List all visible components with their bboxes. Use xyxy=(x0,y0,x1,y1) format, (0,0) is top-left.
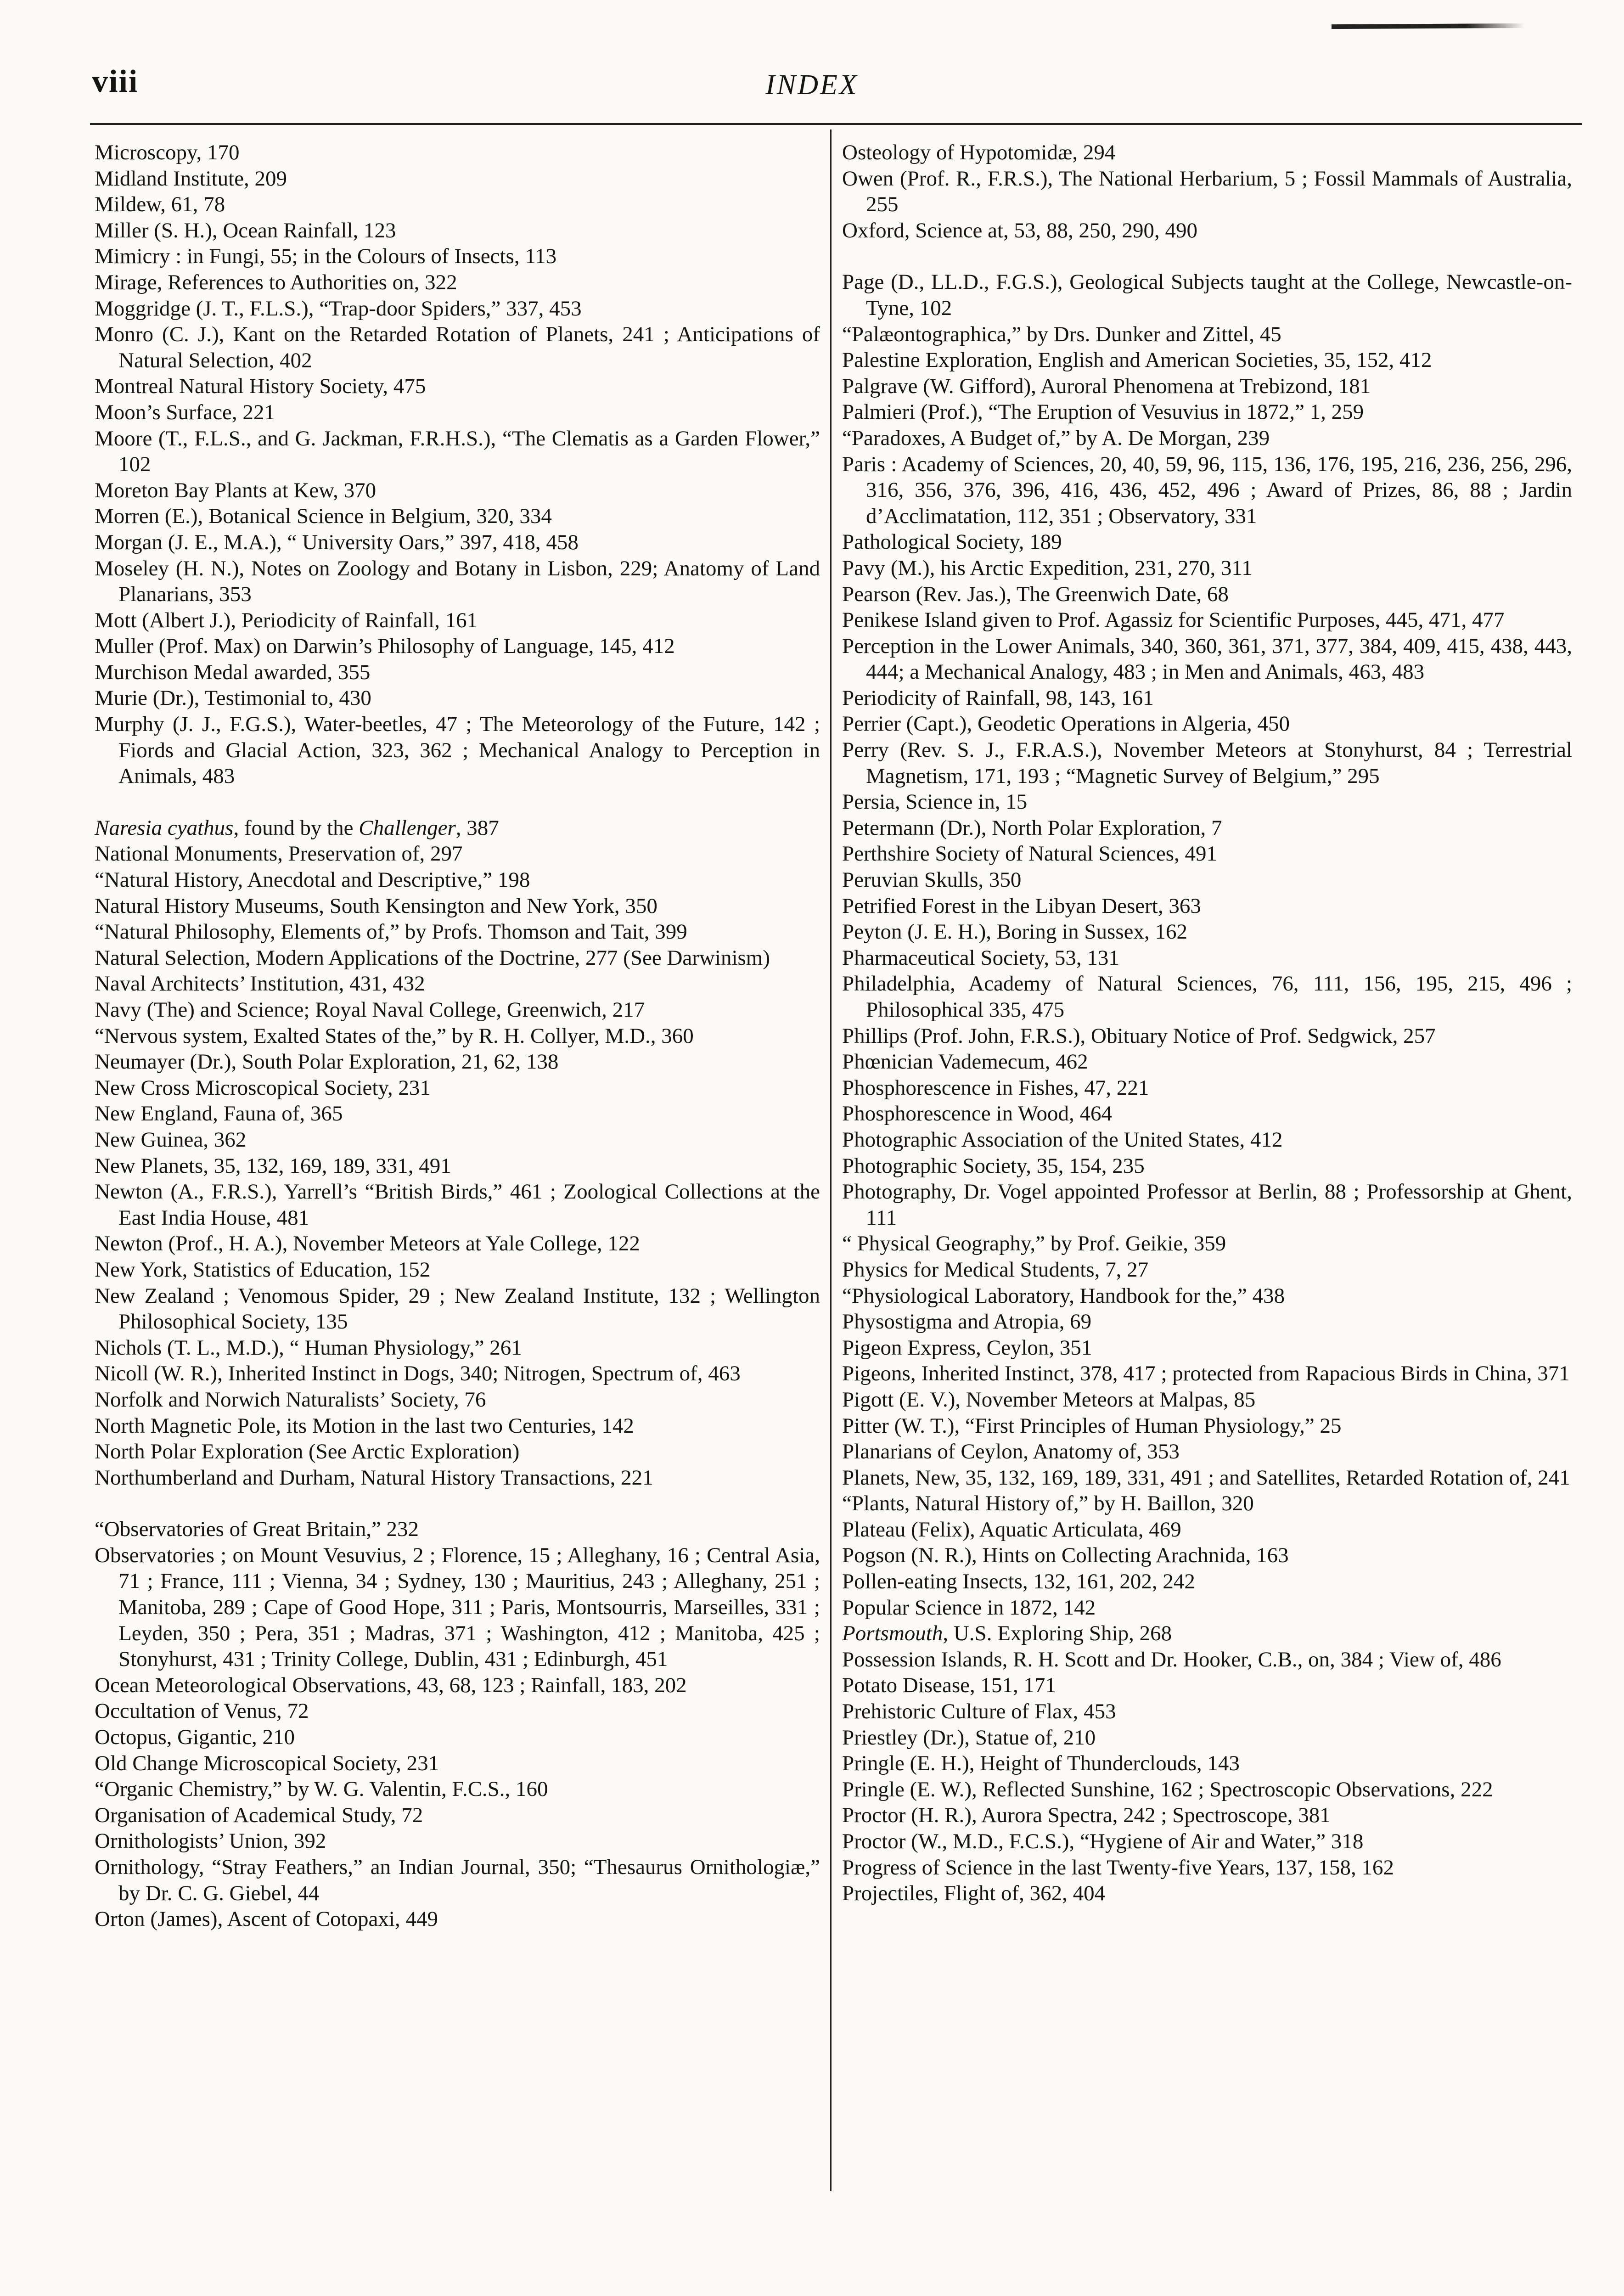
index-entry xyxy=(842,737,1572,789)
index-entry xyxy=(842,1153,1572,1179)
entry-text: Murie (Dr.), Testimonial to, 430 xyxy=(95,686,371,710)
entry-text: Perry (Rev. S. J., F.R.A.S.), November Meteors at Stonyhurst, 84 ; Terrestrial Magnetism, 171, 193 ; “Magnetic Survey of Belgium,” 295 xyxy=(842,738,1572,788)
index-entry xyxy=(842,321,1572,348)
entry-text: Phosphorescence in Fishes, 47, 221 xyxy=(842,1075,1149,1100)
index-column-left xyxy=(95,140,820,1932)
index-column-right xyxy=(842,140,1572,1907)
entry-text: Murphy (J. J., F.G.S.), Water-beetles, 47 ; The Meteorology of the Future, 142 ; Fiords and Glacial Action, 323, 362 ; Mechanical Analogy to Perception in Animals, 483 xyxy=(95,712,820,788)
entry-text: Microscopy, 170 xyxy=(95,141,240,164)
index-entry xyxy=(95,633,820,659)
index-entry xyxy=(95,1516,820,1542)
index-entry xyxy=(842,1075,1572,1101)
entry-text: New Guinea, 362 xyxy=(95,1127,247,1152)
index-entry xyxy=(842,166,1572,218)
index-entry xyxy=(842,1829,1572,1855)
section-gap xyxy=(95,789,820,815)
entry-text: Osteology of Hypotomidæ, 294 xyxy=(842,141,1116,164)
index-entry xyxy=(95,529,820,556)
index-entry xyxy=(95,556,820,608)
entry-text: Octopus, Gigantic, 210 xyxy=(95,1725,295,1750)
entry-text: “Plants, Natural History of,” by H. Baillon, 320 xyxy=(842,1491,1254,1516)
index-entry xyxy=(842,1127,1572,1153)
entry-text: “Natural History, Anecdotal and Descriptive,” 198 xyxy=(95,868,530,892)
entry-text: “Physiological Laboratory, Handbook for the,” 438 xyxy=(842,1283,1285,1308)
entry-text: Navy (The) and Science; Royal Naval College, Greenwich, 217 xyxy=(95,998,645,1022)
entry-text: Miller (S. H.), Ocean Rainfall, 123 xyxy=(95,218,396,242)
entry-text: Pavy (M.), his Arctic Expedition, 231, 270, 311 xyxy=(842,556,1253,580)
index-entry xyxy=(842,1802,1572,1829)
index-entry xyxy=(95,1465,820,1491)
index-entry xyxy=(842,867,1572,893)
entry-text: Persia, Science in, 15 xyxy=(842,790,1028,814)
entry-text: New Cross Microscopical Society, 231 xyxy=(95,1075,431,1100)
index-entry xyxy=(842,919,1572,945)
entry-text: Mimicry : in Fungi, 55; in the Colours of Insects, 113 xyxy=(95,244,557,269)
index-entry xyxy=(95,1387,820,1413)
entry-text: Murchison Medal awarded, 355 xyxy=(95,660,371,684)
index-entry xyxy=(95,373,820,400)
entry-text: Petermann (Dr.), North Polar Exploration, 7 xyxy=(842,816,1222,840)
entry-text: Oxford, Science at, 53, 88, 250, 290, 490 xyxy=(842,218,1198,242)
entry-text: Neumayer (Dr.), South Polar Exploration, 21, 62, 138 xyxy=(95,1050,559,1074)
entry-text: Possession Islands, R. H. Scott and Dr. Hooker, C.B., on, 384 ; View of, 486 xyxy=(842,1647,1501,1671)
index-entry xyxy=(842,347,1572,373)
entry-text: Mildew, 61, 78 xyxy=(95,192,225,217)
entry-text: Pigeons, Inherited Instinct, 378, 417 ; protected from Rapacious Birds in China, 371 xyxy=(842,1362,1570,1386)
index-entry xyxy=(95,1750,820,1777)
entry-text: Pringle (E. H.), Height of Thunderclouds, 143 xyxy=(842,1751,1240,1776)
index-entry xyxy=(95,1179,820,1231)
entry-text: Periodicity of Rainfall, 98, 143, 161 xyxy=(842,686,1154,710)
index-entry xyxy=(842,789,1572,815)
entry-text: Old Change Microscopical Society, 231 xyxy=(95,1751,439,1775)
entry-text: Planets, New, 35, 132, 169, 189, 331, 491 ; and Satellites, Retarded Rotation of, 241 xyxy=(842,1465,1570,1490)
entry-text: New England, Fauna of, 365 xyxy=(95,1102,343,1126)
index-entry xyxy=(842,1049,1572,1075)
index-entry xyxy=(842,1257,1572,1283)
index-entry xyxy=(95,1724,820,1750)
top-decorative-rule xyxy=(1332,23,1524,29)
index-entry xyxy=(842,1179,1572,1231)
entry-text: Pitter (W. T.), “First Principles of Human Physiology,” 25 xyxy=(842,1413,1342,1438)
index-entry xyxy=(842,841,1572,867)
index-entry xyxy=(842,1361,1572,1387)
entry-text: “Palæontographica,” by Drs. Dunker and Zittel, 45 xyxy=(842,322,1281,346)
entry-text: Popular Science in 1872, 142 xyxy=(842,1595,1096,1620)
entry-text: Physostigma and Atropia, 69 xyxy=(842,1310,1092,1334)
index-entry xyxy=(842,971,1572,1023)
entry-text: Monro (C. J.), Kant on the Retarded Rotation of Planets, 241 ; Anticipations of Natural Selection, 402 xyxy=(95,322,820,372)
index-entry xyxy=(95,1283,820,1335)
index-entry xyxy=(95,1023,820,1049)
entry-italic-text: Naresia cyathus xyxy=(95,816,234,840)
index-entry xyxy=(842,1023,1572,1049)
entry-text: Phosphorescence in Wood, 464 xyxy=(842,1102,1112,1126)
index-entry xyxy=(842,1413,1572,1439)
index-entry xyxy=(95,1854,820,1906)
index-entry xyxy=(842,945,1572,971)
entry-text: Nicoll (W. R.), Inherited Instinct in Dogs, 340; Nitrogen, Spectrum of, 463 xyxy=(95,1362,741,1386)
index-entry xyxy=(95,140,820,166)
index-entry xyxy=(842,815,1572,841)
entry-text: Photographic Society, 35, 154, 235 xyxy=(842,1154,1145,1178)
entry-text: Pringle (E. W.), Reflected Sunshine, 162 ; Spectroscopic Observations, 222 xyxy=(842,1777,1493,1801)
entry-text: , U.S. Exploring Ship, 268 xyxy=(943,1621,1172,1646)
index-entry xyxy=(95,400,820,426)
entry-text: “ Physical Geography,” by Prof. Geikie, 359 xyxy=(842,1232,1226,1256)
entry-text: “Paradoxes, A Budget of,” by A. De Morgan, 239 xyxy=(842,426,1270,450)
entry-text: Projectiles, Flight of, 362, 404 xyxy=(842,1881,1106,1906)
index-entry xyxy=(842,1439,1572,1465)
entry-text: Pharmaceutical Society, 53, 131 xyxy=(842,945,1119,970)
entry-italic-text: Portsmouth xyxy=(842,1621,943,1646)
entry-text: Pearson (Rev. Jas.), The Greenwich Date, 68 xyxy=(842,582,1229,606)
index-entry xyxy=(842,1595,1572,1621)
index-entry xyxy=(95,1776,820,1802)
entry-text: Occultation of Venus, 72 xyxy=(95,1699,309,1723)
index-entry xyxy=(842,1542,1572,1569)
entry-text: Observatories ; on Mount Vesuvius, 2 ; Florence, 15 ; Alleghany, 16 ; Central Asia, 71 ; France, 111 ; Vienna, 34 ; Sydney, 130 ; Mauritius, 243 ; Alleghany, 251 ; Manitoba, 289 ; Cape of Good Hope, 311 ; Paris, Montsourris, Marseilles, 331 ; Leyden, 350 ; Pera, 351 ; Madras, 371 ; Washington, 412 ; Manitoba, 425 ; Stonyhurst, 431 ; Trinity College, Dublin, 431 ; Edinburgh, 451 xyxy=(95,1543,820,1671)
entry-text: Natural History Museums, South Kensington and New York, 350 xyxy=(95,894,657,918)
entry-text: Peruvian Skulls, 350 xyxy=(842,868,1022,892)
entry-text: North Polar Exploration (See Arctic Exploration) xyxy=(95,1440,520,1464)
entry-text: “Natural Philosophy, Elements of,” by Profs. Thomson and Tait, 399 xyxy=(95,920,687,944)
index-entry xyxy=(95,1101,820,1127)
entry-italic-text: Challenger xyxy=(359,816,456,840)
entry-text: Ornithologists’ Union, 392 xyxy=(95,1829,326,1853)
entry-text: Ocean Meteorological Observations, 43, 68, 123 ; Rainfall, 183, 202 xyxy=(95,1673,687,1697)
index-entry xyxy=(842,1387,1572,1413)
index-entry xyxy=(95,503,820,529)
running-title: INDEX xyxy=(765,69,859,101)
index-entry xyxy=(842,685,1572,711)
index-entry xyxy=(95,218,820,244)
index-entry xyxy=(842,218,1572,244)
index-entry xyxy=(95,997,820,1023)
index-entry xyxy=(95,1542,820,1672)
index-entry xyxy=(842,1880,1572,1907)
index-entry xyxy=(842,1101,1572,1127)
index-entry xyxy=(95,296,820,322)
entry-text: New Zealand ; Venomous Spider, 29 ; New Zealand Institute, 132 ; Wellington Philosophical Society, 135 xyxy=(95,1283,820,1334)
entry-text: Moseley (H. N.), Notes on Zoology and Botany in Lisbon, 229; Anatomy of Land Planarians, 353 xyxy=(95,556,820,607)
index-entry xyxy=(95,166,820,192)
index-entry xyxy=(95,1698,820,1724)
entry-text: Ornithology, “Stray Feathers,” an Indian Journal, 350; “Thesaurus Ornithologiæ,” by Dr. C. G. Giebel, 44 xyxy=(95,1855,820,1905)
entry-text: Mott (Albert J.), Periodicity of Rainfall, 161 xyxy=(95,608,478,632)
page-number: viii xyxy=(92,64,139,99)
entry-text: Moore (T., F.L.S., and G. Jackman, F.R.H.S.), “The Clematis as a Garden Flower,” 102 xyxy=(95,426,820,477)
index-entry xyxy=(95,608,820,634)
entry-text: Perrier (Capt.), Geodetic Operations in Algeria, 450 xyxy=(842,712,1290,736)
index-entry xyxy=(95,945,820,971)
index-entry xyxy=(842,1855,1572,1881)
index-entry xyxy=(842,451,1572,529)
index-entry xyxy=(842,1647,1572,1673)
index-entry xyxy=(842,425,1572,451)
entry-text: Phillips (Prof. John, F.R.S.), Obituary Notice of Prof. Sedgwick, 257 xyxy=(842,1024,1436,1048)
index-entry xyxy=(95,971,820,997)
index-entry xyxy=(95,270,820,296)
entry-text: National Monuments, Preservation of, 297 xyxy=(95,842,463,866)
index-entry xyxy=(842,373,1572,400)
entry-text: Mirage, References to Authorities on, 322 xyxy=(95,270,457,294)
index-entry xyxy=(842,1283,1572,1309)
entry-text: Nichols (T. L., M.D.), “ Human Physiology,” 261 xyxy=(95,1335,522,1360)
entry-text: Page (D., LL.D., F.G.S.), Geological Subjects taught at the College, Newcastle-on-Tyne, 102 xyxy=(842,270,1572,320)
entry-text: Phœnician Vademecum, 462 xyxy=(842,1050,1088,1074)
entry-text: Midland Institute, 209 xyxy=(95,166,287,191)
entry-text: Morgan (J. E., M.A.), “ University Oars,” 397, 418, 458 xyxy=(95,530,579,554)
entry-text: Moreton Bay Plants at Kew, 370 xyxy=(95,478,376,502)
index-entry xyxy=(95,1413,820,1439)
entry-text: Photography, Dr. Vogel appointed Professor at Berlin, 88 ; Professorship at Ghent, 111 xyxy=(842,1180,1572,1230)
entry-text: Moggridge (J. T., F.L.S.), “Trap-door Spiders,” 337, 453 xyxy=(95,296,582,321)
index-entry xyxy=(95,1153,820,1179)
index-entry xyxy=(95,841,820,867)
index-entry xyxy=(95,1335,820,1361)
entry-text: Orton (James), Ascent of Cotopaxi, 449 xyxy=(95,1907,438,1931)
index-entry xyxy=(842,1569,1572,1595)
entry-text: Morren (E.), Botanical Science in Belgium, 320, 334 xyxy=(95,504,552,529)
index-entry xyxy=(842,1777,1572,1803)
index-entry xyxy=(95,1802,820,1829)
entry-text: Proctor (H. R.), Aurora Spectra, 242 ; Spectroscope, 381 xyxy=(842,1803,1331,1828)
entry-text: Peyton (J. E. H.), Boring in Sussex, 162 xyxy=(842,920,1187,944)
entry-text: , found by the xyxy=(233,816,359,840)
index-entry xyxy=(842,581,1572,608)
entry-text: “Observatories of Great Britain,” 232 xyxy=(95,1517,419,1542)
entry-text: Moon’s Surface, 221 xyxy=(95,400,275,424)
header-rule xyxy=(90,123,1582,125)
entry-text: Naval Architects’ Institution, 431, 432 xyxy=(95,972,425,996)
index-entry xyxy=(842,555,1572,581)
index-entry xyxy=(95,1906,820,1932)
index-entry xyxy=(842,1725,1572,1751)
entry-text: Northumberland and Durham, Natural History Transactions, 221 xyxy=(95,1465,653,1490)
entry-text: “Nervous system, Exalted States of the,” by R. H. Collyer, M.D., 360 xyxy=(95,1024,694,1048)
entry-text: Perthshire Society of Natural Sciences, 491 xyxy=(842,842,1218,866)
entry-text: Newton (A., F.R.S.), Yarrell’s “British Birds,” 461 ; Zoological Collections at the East India House, 481 xyxy=(95,1180,820,1230)
entry-text: Pigeon Express, Ceylon, 351 xyxy=(842,1335,1092,1360)
index-entry xyxy=(95,815,820,841)
entry-text: “Organic Chemistry,” by W. G. Valentin, F.C.S., 160 xyxy=(95,1777,548,1801)
index-entry xyxy=(842,1309,1572,1335)
entry-text: Potato Disease, 151, 171 xyxy=(842,1673,1056,1698)
index-entry xyxy=(95,711,820,789)
index-entry xyxy=(95,1361,820,1387)
index-entry xyxy=(95,867,820,893)
index-entry xyxy=(842,399,1572,425)
index-entry xyxy=(95,1231,820,1257)
index-entry xyxy=(95,243,820,270)
index-entry xyxy=(95,321,820,373)
index-entry xyxy=(842,1491,1572,1517)
entry-text: Prehistoric Culture of Flax, 453 xyxy=(842,1699,1116,1724)
index-entry xyxy=(95,1828,820,1854)
entry-text: Organisation of Academical Study, 72 xyxy=(95,1803,423,1827)
entry-text: Muller (Prof. Max) on Darwin’s Philosophy of Language, 145, 412 xyxy=(95,634,675,658)
index-entry xyxy=(842,269,1572,321)
index-entry xyxy=(842,607,1572,633)
index-entry xyxy=(842,1699,1572,1725)
entry-text: Natural Selection, Modern Applications of the Doctrine, 277 (See Darwinism) xyxy=(95,945,770,970)
index-entry xyxy=(95,1049,820,1075)
entry-text: Owen (Prof. R., F.R.S.), The National Herbarium, 5 ; Fossil Mammals of Australia, 255 xyxy=(842,166,1572,217)
entry-text: Pollen-eating Insects, 132, 161, 202, 242 xyxy=(842,1570,1195,1594)
index-entry xyxy=(842,1465,1572,1491)
entry-text: New Planets, 35, 132, 169, 189, 331, 491 xyxy=(95,1154,451,1178)
index-entry xyxy=(842,140,1572,166)
entry-text: Physics for Medical Students, 7, 27 xyxy=(842,1257,1149,1282)
index-entry xyxy=(842,893,1572,919)
entry-text: Palmieri (Prof.), “The Eruption of Vesuvius in 1872,” 1, 259 xyxy=(842,400,1364,424)
entry-text: Philadelphia, Academy of Natural Sciences, 76, 111, 156, 195, 215, 496 ; Philosophical 335, 475 xyxy=(842,972,1572,1022)
index-entry xyxy=(95,426,820,478)
entry-text: , 387 xyxy=(455,816,499,840)
entry-text: Pigott (E. V.), November Meteors at Malpas, 85 xyxy=(842,1387,1256,1412)
index-entry xyxy=(95,659,820,686)
index-entry xyxy=(842,1672,1572,1699)
entry-text: Norfolk and Norwich Naturalists’ Society, 76 xyxy=(95,1387,486,1412)
index-entry xyxy=(842,529,1572,555)
section-gap xyxy=(95,1491,820,1516)
entry-text: Paris : Academy of Sciences, 20, 40, 59, 96, 115, 136, 176, 195, 216, 236, 256, 296, 316, 356, 376, 396, 416, 436, 452, 496 ; Award of Prizes, 86, 88 ; Jardin d’Acclimatation, 112, 351 ; Observatory, 331 xyxy=(842,452,1572,528)
index-entry xyxy=(842,1231,1572,1257)
entry-text: Palgrave (W. Gifford), Auroral Phenomena at Trebizond, 181 xyxy=(842,374,1371,398)
index-entry xyxy=(95,1439,820,1465)
entry-text: Newton (Prof., H. A.), November Meteors at Yale College, 122 xyxy=(95,1232,640,1256)
entry-text: Penikese Island given to Prof. Agassiz for Scientific Purposes, 445, 471, 477 xyxy=(842,608,1505,632)
index-entry xyxy=(842,1517,1572,1543)
index-entry xyxy=(95,685,820,711)
entry-text: Proctor (W., M.D., F.C.S.), “Hygiene of Air and Water,” 318 xyxy=(842,1829,1364,1853)
entry-text: New York, Statistics of Education, 152 xyxy=(95,1257,431,1282)
index-entry xyxy=(95,478,820,504)
entry-text: Planarians of Ceylon, Anatomy of, 353 xyxy=(842,1440,1180,1464)
index-entry xyxy=(842,711,1572,737)
index-entry xyxy=(95,893,820,919)
index-entry xyxy=(842,1335,1572,1361)
entry-text: Pathological Society, 189 xyxy=(842,530,1062,554)
entry-text: Perception in the Lower Animals, 340, 360, 361, 371, 377, 384, 409, 415, 438, 443, 444; a Mechanical Analogy, 483 ; in Men and Animals, 463, 483 xyxy=(842,634,1572,684)
index-entry xyxy=(95,1127,820,1153)
index-entry xyxy=(95,1257,820,1283)
index-entry xyxy=(95,191,820,218)
index-entry xyxy=(95,1672,820,1699)
index-entry xyxy=(842,1750,1572,1777)
section-gap xyxy=(842,243,1572,269)
entry-text: Palestine Exploration, English and American Societies, 35, 152, 412 xyxy=(842,348,1432,372)
entry-text: North Magnetic Pole, its Motion in the last two Centuries, 142 xyxy=(95,1413,634,1438)
entry-text: Montreal Natural History Society, 475 xyxy=(95,374,426,399)
entry-text: Photographic Association of the United States, 412 xyxy=(842,1127,1283,1152)
entry-text: Plateau (Felix), Aquatic Articulata, 469 xyxy=(842,1517,1181,1542)
index-entry xyxy=(842,633,1572,685)
index-entry xyxy=(842,1621,1572,1647)
entry-text: Priestley (Dr.), Statue of, 210 xyxy=(842,1725,1096,1750)
index-entry xyxy=(95,919,820,945)
entry-text: Petrified Forest in the Libyan Desert, 363 xyxy=(842,894,1201,918)
column-divider xyxy=(830,129,832,2191)
index-entry xyxy=(95,1075,820,1101)
entry-text: Progress of Science in the last Twenty-five Years, 137, 158, 162 xyxy=(842,1855,1394,1880)
entry-text: Pogson (N. R.), Hints on Collecting Arachnida, 163 xyxy=(842,1543,1289,1568)
